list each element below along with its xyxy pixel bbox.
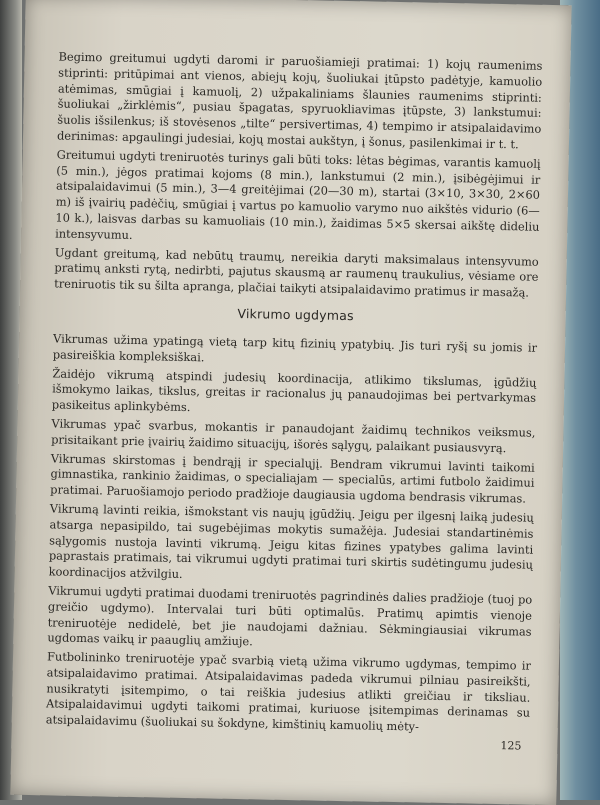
paragraph: Greitumui ugdyti treniruotės turinys gali būti toks: lėtas bėgimas, varantis kamuolį (5 min.), jėgos pratimai kojoms (8 min.), lankstumui (2 min.), įsibėgėjimui ir atsipalaidavimui (5 min.), 3—4 greitėjimai (20—30 m), startai (3×10, 3×30, 2×60 m) iš įvairių padėčių, smūgiai į vartus po kamuolio varymo nuo aikštės vidurio (6—10 k.), laisvas darbas su kamuoliais (10 min.), žaidimas 5×5 skersai aikštę dideliu intensyvumu. (55, 147, 541, 242)
paragraph: Begimo greitumui ugdyti daromi ir paruošiamieji pratimai: 1) kojų raumenims stiprinti: pritūpimai ant vienos, abiejų kojų, šuoliukai įtūpsto padėtyje, kamuolio atėmimas, smūgiai į kamuolį, 2) užpakaliniams šlaunies raumenims stiprinti: šuoliukai „žirklėmis“, pusiau špagatas, spyruokliavimas įtūpste, 3) lankstumui: šuolis išsilenkus; iš stovėsenos „tilte“ persivertimas, 4) tempimo ir atsipalaidavimo derinimas: apgaulingi judesiai, kojų mostai aukštyn, į šonus, pasilenkimai ir t. t. (56, 49, 543, 152)
paragraph: Futbolininko treniruotėje ypač svarbią vietą užima vikrumo ugdymas, tempimo ir atsipalaidavimo pratimai. Atsipalaidavimas padeda vikrumui pilniau pasireikšti, nusikratyti įsitempimo, o tai reiškia judesius atlikti greičiau ir tiksliau. Atsipalaidavimui ugdyti taikomi pratimai, kuriuose įsitempimas derinamas su atsipalaidavimu (šuoliukai su šokdyne, kimštinių kamuolių mėty- (45, 649, 532, 734)
paragraph: Vikrumui ugdyti pratimai duodami treniruotės pagrindinės dalies pradžioje (tuoj po greičio ugdymo). Intervalai turi būti optimalūs. Pratimų apimtis vienoje treniruotėje nedidelė, bet jie naudojami dažniau. Sėkmingiausiai vikrumas ugdomas vaikų ir paauglių amžiuje. (47, 583, 533, 649)
section-heading: Vikrumo ugdymas (237, 305, 354, 324)
paragraph: Vikrumas ypač svarbus, mokantis ir panaudojant žaidimų technikos veiksmus, prisitaikant prie įvairių žaidimo situacijų, išorės sąlygų, palaikant pusiausvyrą. (51, 416, 536, 455)
paragraph: Žaidėjo vikrumą atspindi judesių koordinacija, atlikimo tikslumas, įgūdžių išmokymo laikas, tikslus, greitas ir racionalus jų panaudojimas bei pertvarkymas pasikeitus aplinkybėms. (51, 365, 537, 415)
page-number: 125 (500, 739, 522, 753)
paragraph: Vikrumą lavinti reikia, išmokstant vis naujų įgūdžių. Jeigu per ilgesnį laiką judesių atsarga nepasipildo, tai sugebėjimas mokytis sumažėja. Judesiai standartinėmis sąlygomis nustoja lavinti vikrumą. Jeigu kitas fizines ypatybes galima lavinti paprastais pratimais, tai vikrumui ugdyti pratimai turi skirtis sudėtingumu judesių koordinacijos atžvilgiu. (48, 501, 534, 582)
paragraph: Ugdant greitumą, kad nebūtų traumų, nereikia daryti maksimalaus intensyvumo pratimų anksti rytą, nedirbti, pajutus skausmą ar raumenų traukulius, vėsiame ore treniruotis tik su šilta apranga, plačiai taikyti atsipalaidavimo pratimus ir masažą. (54, 245, 539, 300)
book-page (10, 0, 571, 805)
paragraph: Vikrumas skirstomas į bendrąjį ir specialųjį. Bendram vikrumui lavinti taikomi gimnastika, rankinio žaidimas, o specialiajam — specialūs, artimi futbolo žaidimui pratimai. Paruošiamojo periodo pradžioje daugiausia ugdoma bendrasis vikrumas. (50, 450, 535, 506)
page-text (46, 49, 543, 740)
paragraph: Vikrumas užima ypatingą vietą tarp kitų fizinių ypatybių. Jis turi ryšį su jomis ir pasireiškia kompleksiškai. (52, 331, 538, 365)
